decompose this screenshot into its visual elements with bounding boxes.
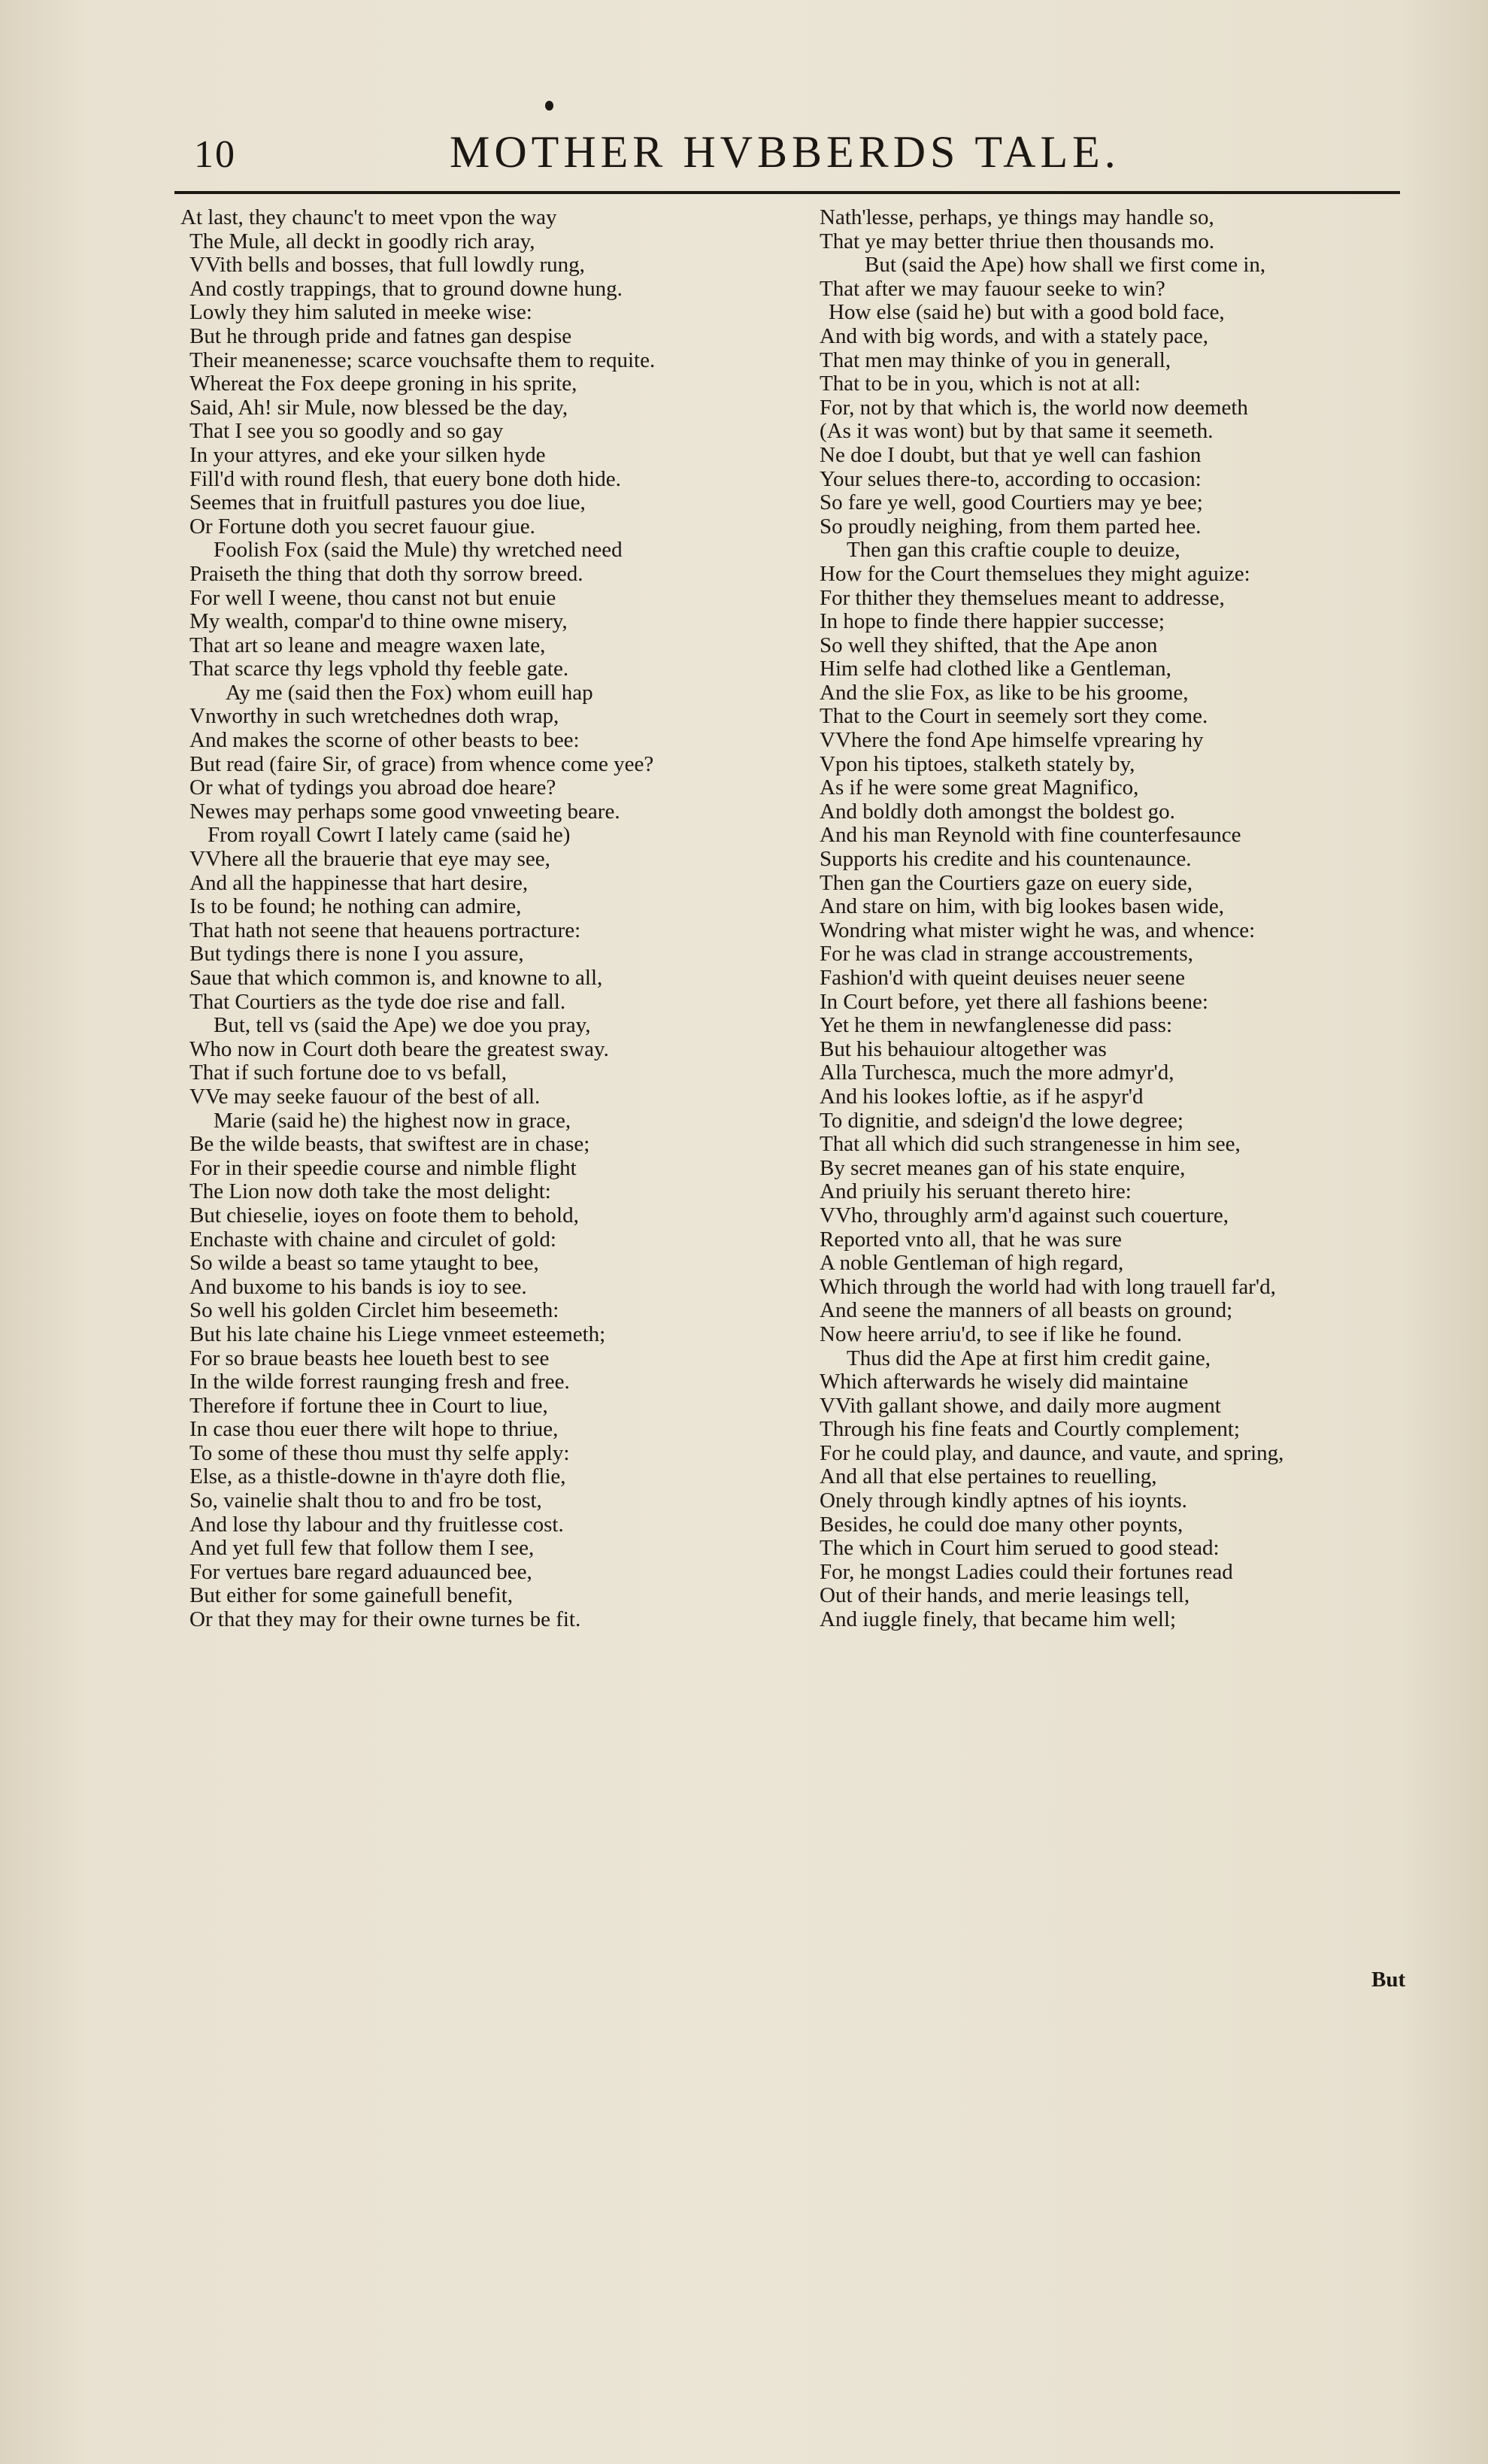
- verse-line: By secret meanes gan of his state enquire,: [820, 1155, 1186, 1180]
- verse-line: VVith gallant showe, and daily more augment: [820, 1393, 1221, 1418]
- printer-mark: [545, 101, 553, 111]
- verse-line: That all which did such strangenesse in him see,: [820, 1132, 1241, 1157]
- verse-line: Supports his credite and his countenaunce.: [820, 847, 1192, 872]
- verse-line: Now heere arriu'd, to see if like he found.: [820, 1322, 1182, 1346]
- verse-line: And his man Reynold with fine counterfesaunce: [820, 823, 1241, 848]
- verse-line: Then gan the Courtiers gaze on euery side,: [820, 870, 1193, 895]
- running-title: MOTHER HVBBERDS TALE.: [450, 127, 1120, 177]
- verse-line: Then gan this craftie couple to deuize,: [847, 538, 1180, 563]
- verse-line: And boldly doth amongst the boldest go.: [820, 799, 1175, 824]
- verse-line: And buxome to his bands is ioy to see.: [189, 1274, 527, 1299]
- verse-line: Ne doe I doubt, but that ye well can fashion: [820, 442, 1202, 467]
- verse-line: For in their speedie course and nimble flight: [189, 1155, 577, 1180]
- left-text-column: [180, 206, 774, 1632]
- verse-line: Out of their hands, and merie leasings tell,: [820, 1583, 1190, 1608]
- verse-line: Thus did the Ape at first him credit gaine,: [847, 1346, 1211, 1370]
- verse-line: How else (said he) but with a good bold face,: [829, 300, 1225, 325]
- verse-line: In your attyres, and eke your silken hyde: [189, 442, 546, 467]
- verse-line: In Court before, yet there all fashions beene:: [820, 989, 1208, 1014]
- verse-line: Which through the world had with long trauell far'd,: [820, 1274, 1276, 1299]
- verse-line: But, tell vs (said the Ape) we doe you pray,: [214, 1013, 591, 1038]
- verse-line: In case thou euer there wilt hope to thriue,: [189, 1417, 559, 1442]
- verse-line: But his late chaine his Liege vnmeet esteemeth;: [189, 1322, 606, 1346]
- verse-line: So well his golden Circlet him beseemeth:: [189, 1298, 559, 1323]
- verse-line: VVith bells and bosses, that full lowdly rung,: [189, 253, 585, 278]
- verse-line: For vertues bare regard aduaunced bee,: [189, 1559, 532, 1584]
- verse-line: Besides, he could doe many other poynts,: [820, 1512, 1183, 1537]
- verse-line: But read (faire Sir, of grace) from whence come yee?: [189, 751, 654, 776]
- verse-line: That I see you so goodly and so gay: [189, 419, 504, 444]
- verse-line: Reported vnto all, that he was sure: [820, 1227, 1122, 1252]
- verse-line: My wealth, compar'd to thine owne misery,: [189, 609, 568, 634]
- verse-line: Ay me (said then the Fox) whom euill hap: [226, 680, 593, 705]
- verse-line: (As it was wont) but by that same it seemeth.: [820, 419, 1214, 444]
- verse-line: So wilde a beast so tame ytaught to bee,: [189, 1251, 539, 1276]
- verse-line: Is to be found; he nothing can admire,: [189, 894, 522, 919]
- verse-line: How for the Court themselues they might aguize:: [820, 561, 1250, 586]
- verse-line: In the wilde forrest raunging fresh and free.: [189, 1370, 570, 1394]
- verse-line: Vnworthy in such wretchednes doth wrap,: [189, 704, 559, 729]
- verse-line: Fill'd with round flesh, that euery bone doth hide.: [189, 466, 621, 491]
- verse-line: That after we may fauour seeke to win?: [820, 276, 1165, 301]
- verse-line: That Courtiers as the tyde doe rise and fall.: [189, 989, 566, 1014]
- verse-line: VVhere all the brauerie that eye may see,: [189, 847, 550, 872]
- verse-line: For, not by that which is, the world now deemeth: [820, 395, 1248, 420]
- header-rule: [174, 191, 1400, 194]
- verse-line: Whereat the Fox deepe groning in his sprite,: [189, 372, 577, 396]
- verse-line: Seemes that in fruitfull pastures you doe liue,: [189, 490, 586, 515]
- verse-line: And lose thy labour and thy fruitlesse cost.: [189, 1512, 564, 1537]
- verse-line: But chieselie, ioyes on foote them to behold,: [189, 1203, 579, 1227]
- verse-line: That men may thinke of you in generall,: [820, 347, 1171, 372]
- verse-line: For, he mongst Ladies could their fortunes read: [820, 1559, 1233, 1584]
- verse-line: In hope to finde there happier successe;: [820, 609, 1165, 634]
- verse-line: The which in Court him serued to good stead:: [820, 1536, 1220, 1561]
- verse-line: To dignitie, and sdeign'd the lowe degree;: [820, 1108, 1183, 1133]
- verse-line: Onely through kindly aptnes of his ioynts.: [820, 1488, 1187, 1513]
- verse-line: And costly trappings, that to ground downe hung.: [189, 276, 623, 301]
- verse-line: Marie (said he) the highest now in grace,: [214, 1108, 571, 1133]
- verse-line: Or Fortune doth you secret fauour giue.: [189, 514, 535, 539]
- verse-line: Alla Turchesca, much the more admyr'd,: [820, 1061, 1174, 1085]
- verse-line: From royall Cowrt I lately came (said he): [208, 823, 571, 848]
- verse-line: A noble Gentleman of high regard,: [820, 1251, 1124, 1276]
- verse-line: And all that else pertaines to reuelling,: [820, 1464, 1157, 1489]
- verse-line: And all the happinesse that hart desire,: [189, 870, 529, 895]
- verse-line: So, vainelie shalt thou to and fro be tost,: [189, 1488, 542, 1513]
- verse-line: Or that they may for their owne turnes be fit.: [189, 1607, 581, 1632]
- verse-line: Saue that which common is, and knowne to all,: [189, 966, 603, 990]
- verse-line: And stare on him, with big lookes basen wide,: [820, 894, 1225, 919]
- verse-line: For he was clad in strange accoustrements,: [820, 942, 1193, 966]
- verse-line: As if he were some great Magnifico,: [820, 775, 1139, 800]
- verse-line: Through his fine feats and Courtly complement;: [820, 1417, 1240, 1442]
- verse-line: Else, as a thistle-downe in th'ayre doth flie,: [189, 1464, 566, 1489]
- verse-line: Which afterwards he wisely did maintaine: [820, 1370, 1189, 1394]
- verse-line: Or what of tydings you abroad doe heare?: [189, 775, 556, 800]
- verse-line: Your selues there-to, according to occasion:: [820, 466, 1202, 491]
- verse-line: That scarce thy legs vphold thy feeble gate.: [189, 657, 569, 681]
- verse-line: VVho, throughly arm'd against such couerture,: [820, 1203, 1229, 1227]
- verse-line: So well they shifted, that the Ape anon: [820, 633, 1158, 657]
- verse-line: And yet full few that follow them I see,: [189, 1536, 535, 1561]
- verse-line: For he could play, and daunce, and vaute, and spring,: [820, 1440, 1284, 1465]
- verse-line: Newes may perhaps some good vnweeting beare.: [189, 799, 620, 824]
- verse-line: Be the wilde beasts, that swiftest are in chase;: [189, 1132, 590, 1157]
- verse-line: But his behauiour altogether was: [820, 1036, 1107, 1061]
- verse-line: Praiseth the thing that doth thy sorrow breed.: [189, 561, 583, 586]
- verse-line: And his lookes loftie, as if he aspyr'd: [820, 1084, 1144, 1109]
- verse-line: That to be in you, which is not at all:: [820, 372, 1141, 396]
- verse-line: But he through pride and fatnes gan despise: [189, 323, 572, 348]
- verse-line: The Mule, all deckt in goodly rich aray,: [189, 229, 535, 253]
- verse-line: Wondring what mister wight he was, and whence:: [820, 918, 1256, 942]
- verse-line: For thither they themselues meant to addresse,: [820, 585, 1225, 610]
- verse-line: That hath not seene that heauens portracture:: [189, 918, 581, 942]
- catchword: But: [1371, 1968, 1406, 1992]
- verse-line: Said, Ah! sir Mule, now blessed be the day,: [189, 395, 568, 420]
- verse-line: That ye may better thriue then thousands mo.: [820, 229, 1215, 253]
- verse-line: Him selfe had clothed like a Gentleman,: [820, 657, 1171, 681]
- verse-line: At last, they chaunc't to meet vpon the way: [180, 205, 557, 229]
- verse-line: That art so leane and meagre waxen late,: [189, 633, 546, 657]
- verse-line: The Lion now doth take the most delight:: [189, 1179, 551, 1204]
- verse-line: Fashion'd with queint deuises neuer seene: [820, 966, 1186, 990]
- page-header: [194, 126, 1400, 187]
- verse-line: And priuily his seruant thereto hire:: [820, 1179, 1132, 1204]
- verse-line: But either for some gainefull benefit,: [189, 1583, 514, 1608]
- verse-line: That if such fortune doe to vs befall,: [189, 1061, 507, 1085]
- verse-line: Enchaste with chaine and circulet of gold:: [189, 1227, 556, 1252]
- page-number: 10: [194, 133, 236, 176]
- verse-line: Lowly they him saluted in meeke wise:: [189, 300, 532, 325]
- verse-line: For well I weene, thou canst not but enuie: [189, 585, 556, 610]
- verse-line: Therefore if fortune thee in Court to liue,: [189, 1393, 548, 1418]
- verse-line: So proudly neighing, from them parted hee.: [820, 514, 1202, 539]
- verse-line: That to the Court in seemely sort they come.: [820, 704, 1208, 729]
- verse-line: And seene the manners of all beasts on ground;: [820, 1298, 1233, 1323]
- verse-line: And makes the scorne of other beasts to bee:: [189, 728, 580, 753]
- verse-line: For so braue beasts hee loueth best to see: [189, 1346, 550, 1370]
- verse-line: And with big words, and with a stately pace,: [820, 323, 1209, 348]
- verse-line: And the slie Fox, as like to be his groome,: [820, 680, 1189, 705]
- verse-line: VVhere the fond Ape himselfe vprearing hy: [820, 728, 1204, 753]
- verse-line: And iuggle finely, that became him well;: [820, 1607, 1177, 1632]
- verse-line: So fare ye well, good Courtiers may ye bee;: [820, 490, 1203, 515]
- verse-line: Vpon his tiptoes, stalketh stately by,: [820, 751, 1135, 776]
- verse-line: Their meanenesse; scarce vouchsafte them to requite.: [189, 347, 656, 372]
- verse-line: Foolish Fox (said the Mule) thy wretched need: [214, 538, 623, 563]
- right-text-column: [820, 206, 1406, 1632]
- verse-line: Yet he them in newfanglenesse did pass:: [820, 1013, 1173, 1038]
- verse-line: Nath'lesse, perhaps, ye things may handle so,: [820, 205, 1214, 229]
- verse-line: Who now in Court doth beare the greatest sway.: [189, 1036, 609, 1061]
- verse-line: VVe may seeke fauour of the best of all.: [189, 1084, 541, 1109]
- verse-line: To some of these thou must thy selfe apply:: [189, 1440, 570, 1465]
- verse-line: But (said the Ape) how shall we first come in,: [865, 253, 1266, 278]
- verse-line: But tydings there is none I you assure,: [189, 942, 524, 966]
